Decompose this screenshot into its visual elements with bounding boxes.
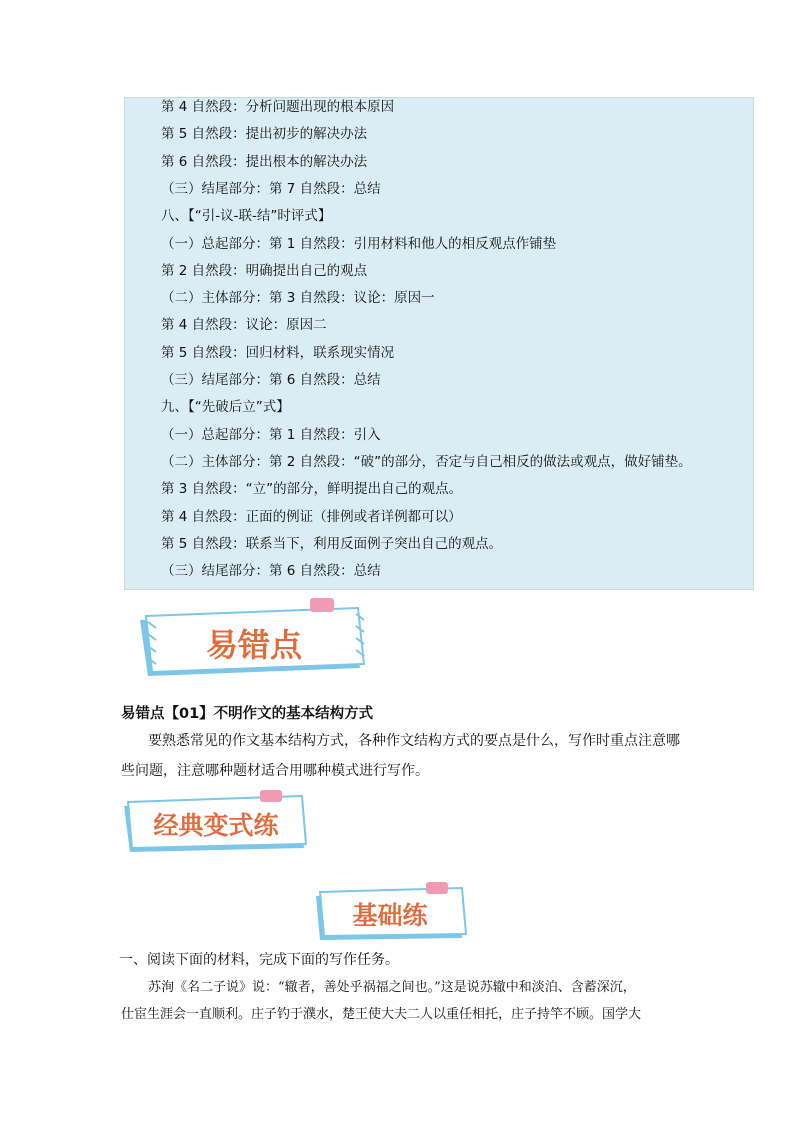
outline-panel [124, 97, 754, 590]
outline-line: 第 5 自然段：提出初步的解决办法 [161, 126, 368, 142]
outline-line: 九、【“先破后立”式】 [161, 399, 290, 415]
outline-line: （一）总起部分：第 1 自然段：引入 [161, 427, 381, 443]
outline-line: （三）结尾部分：第 7 自然段：总结 [161, 181, 381, 197]
basic-practice-banner [312, 882, 468, 944]
outline-line: （二）主体部分：第 3 自然段：议论：原因一 [161, 290, 435, 306]
outline-line: 八、【“引-议-联-结”时评式】 [161, 208, 332, 224]
outline-line: 第 6 自然段：提出根本的解决办法 [161, 154, 368, 170]
outline-line: （三）结尾部分：第 6 自然段：总结 [161, 563, 381, 579]
outline-line: 第 4 自然段：议论：原因二 [161, 317, 327, 333]
banner-title: 基础练 [352, 901, 428, 930]
binder-clip-icon [310, 598, 334, 612]
error-body-line: 要熟悉常见的作文基本结构方式，各种作文结构方式的要点是什么，写作时重点注意哪 [148, 733, 680, 749]
outline-line: 第 5 自然段：回归材料，联系现实情况 [161, 345, 395, 361]
outline-line: 第 4 自然段：分析问题出现的根本原因 [161, 99, 395, 115]
material-line: 苏洵《名二子说》说：“辙者，善处乎祸福之间也。”这是说苏辙中和淡泊、含蓄深沉， [148, 980, 636, 995]
material-line: 仕宦生涯会一直顺利。庄子钓于濮水，楚王使大夫二人以重任相托，庄子持竿不顾。国学大 [121, 1007, 642, 1022]
outline-line: 第 3 自然段：“立”的部分，鲜明提出自己的观点。 [161, 481, 463, 497]
outline-line: 第 2 自然段：明确提出自己的观点 [161, 263, 368, 279]
error-points-banner [134, 598, 370, 682]
outline-line: 第 4 自然段：正面的例证（排例或者详例都可以） [161, 509, 462, 525]
classic-variants-banner [120, 790, 310, 856]
error-body-line: 些问题，注意哪种题材适合用哪种模式进行写作。 [121, 763, 429, 779]
outline-line: （一）总起部分：第 1 自然段：引用材料和他人的相反观点作铺垫 [161, 236, 557, 252]
outline-line: 第 5 自然段：联系当下，利用反面例子突出自己的观点。 [161, 536, 503, 552]
outline-line: （三）结尾部分：第 6 自然段：总结 [161, 372, 381, 388]
banner-title: 经典变式练 [153, 811, 279, 840]
error-heading: 易错点【01】不明作文的基本结构方式 [121, 706, 374, 722]
banner-title: 易错点 [205, 626, 303, 664]
exercise-instruction: 一、阅读下面的材料，完成下面的写作任务。 [119, 952, 399, 968]
binder-clip-icon [426, 882, 448, 894]
outline-line: （二）主体部分：第 2 自然段：“破”的部分，否定与自己相反的做法或观点，做好铺垫。 [161, 454, 692, 470]
binder-clip-icon [260, 790, 282, 802]
